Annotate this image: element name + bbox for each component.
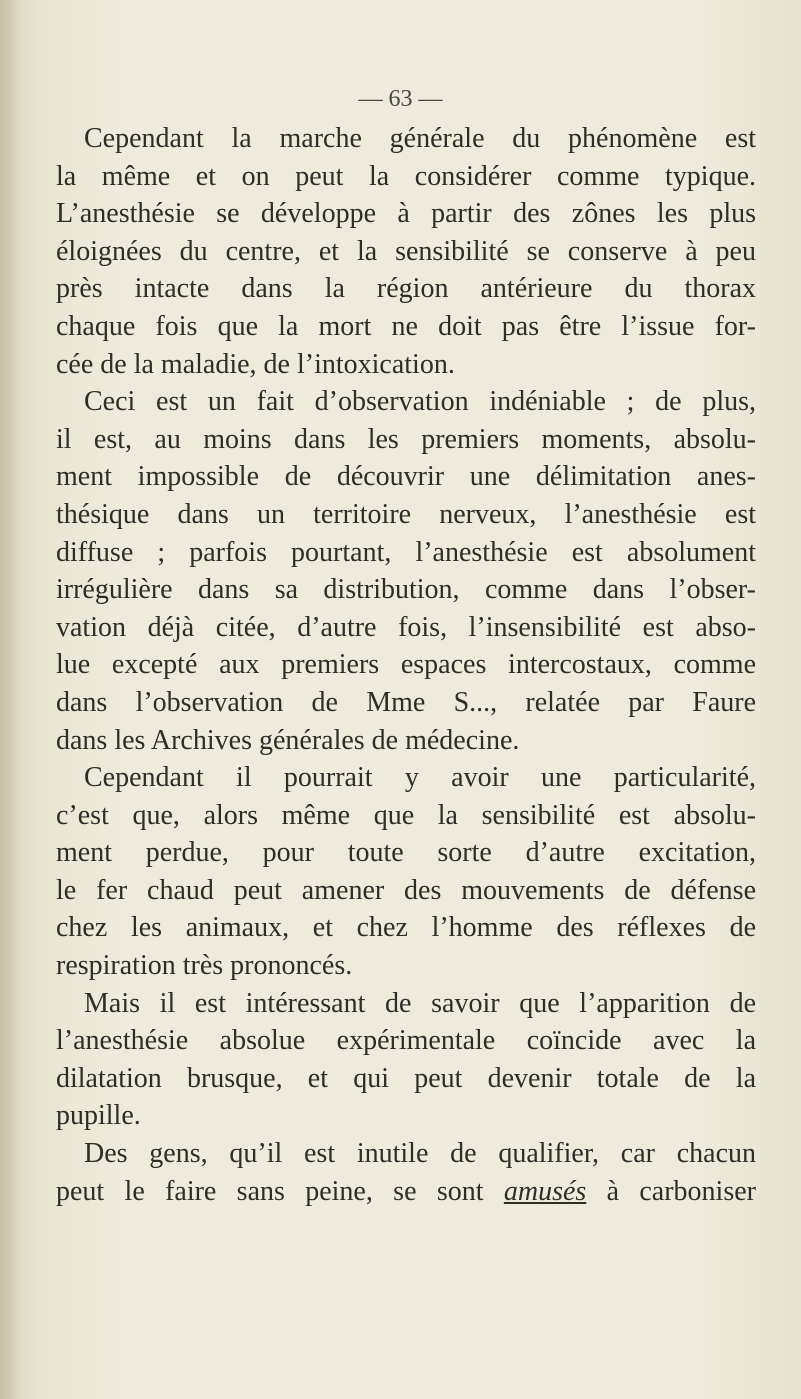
- text-line: Mais il est intéressant de savoir que l’apparition de: [84, 987, 756, 1019]
- paragraph-2: [56, 383, 756, 759]
- text-fragment: peut le faire sans peine, se sont: [56, 1175, 504, 1207]
- page-number: — 63 —: [358, 86, 443, 112]
- text-line: près intacte dans la région antérieure du thorax: [56, 273, 756, 305]
- emphasized-word: amusés: [503, 1175, 587, 1207]
- paragraph-5: [56, 1135, 756, 1210]
- text-line: l’anesthésie absolue expérimentale coïncide avec la: [56, 1025, 756, 1057]
- text-line: lue excepté aux premiers espaces intercostaux, comme: [56, 649, 756, 681]
- text-line: vation déjà citée, d’autre fois, l’insensibilité est abso-: [56, 611, 756, 643]
- text-line: ment impossible de découvrir une délimitation anes-: [56, 461, 756, 493]
- text-line: il est, au moins dans les premiers moments, absolu-: [56, 423, 756, 455]
- text-line: chez les animaux, et chez l’homme des réflexes de: [56, 912, 756, 944]
- text-line: Ceci est un fait d’observation indéniable ; de plus,: [84, 386, 756, 418]
- text-line: Cependant la marche générale du phénomène est: [84, 123, 756, 154]
- paragraph-4: [56, 985, 756, 1135]
- text-line: la même et on peut la considérer comme typique.: [56, 160, 756, 192]
- text-line: ment perdue, pour toute sorte d’autre excitation,: [56, 837, 756, 869]
- text-line: chaque fois que la mort ne doit pas être l’issue for-: [56, 310, 756, 342]
- text-line: éloignées du centre, et la sensibilité se conserve à peu: [56, 235, 756, 267]
- text-line: pupille.: [56, 1100, 141, 1132]
- page-gutter-shadow: [0, 0, 22, 1399]
- paragraph-1: [56, 120, 756, 383]
- text-line: dans les Archives générales de médecine.: [56, 724, 520, 756]
- text-fragment: à carboniser: [586, 1175, 756, 1207]
- text-line-final: [56, 1173, 756, 1211]
- text-line: L’anesthésie se développe à partir des zônes les plus: [56, 198, 756, 230]
- text-line: c’est que, alors même que la sensibilité est absolu-: [56, 799, 756, 831]
- text-line: Cependant il pourrait y avoir une particularité,: [84, 762, 756, 794]
- text-line: dilatation brusque, et qui peut devenir totale de la: [56, 1062, 756, 1094]
- text-line: le fer chaud peut amener des mouvements de défense: [56, 874, 756, 906]
- body-text: [56, 120, 756, 1210]
- text-line: irrégulière dans sa distribution, comme dans l’obser-: [56, 574, 756, 606]
- text-line: cée de la maladie, de l’intoxication.: [56, 348, 455, 380]
- text-line: thésique dans un territoire nerveux, l’anesthésie est: [56, 498, 756, 530]
- paragraph-3: [56, 759, 756, 985]
- text-line: respiration très prononcés.: [56, 950, 353, 982]
- text-line: diffuse ; parfois pourtant, l’anesthésie est absolument: [56, 536, 756, 568]
- text-line: dans l’observation de Mme S..., relatée par Faure: [56, 686, 756, 718]
- text-line: Des gens, qu’il est inutile de qualifier, car chacun: [84, 1138, 756, 1170]
